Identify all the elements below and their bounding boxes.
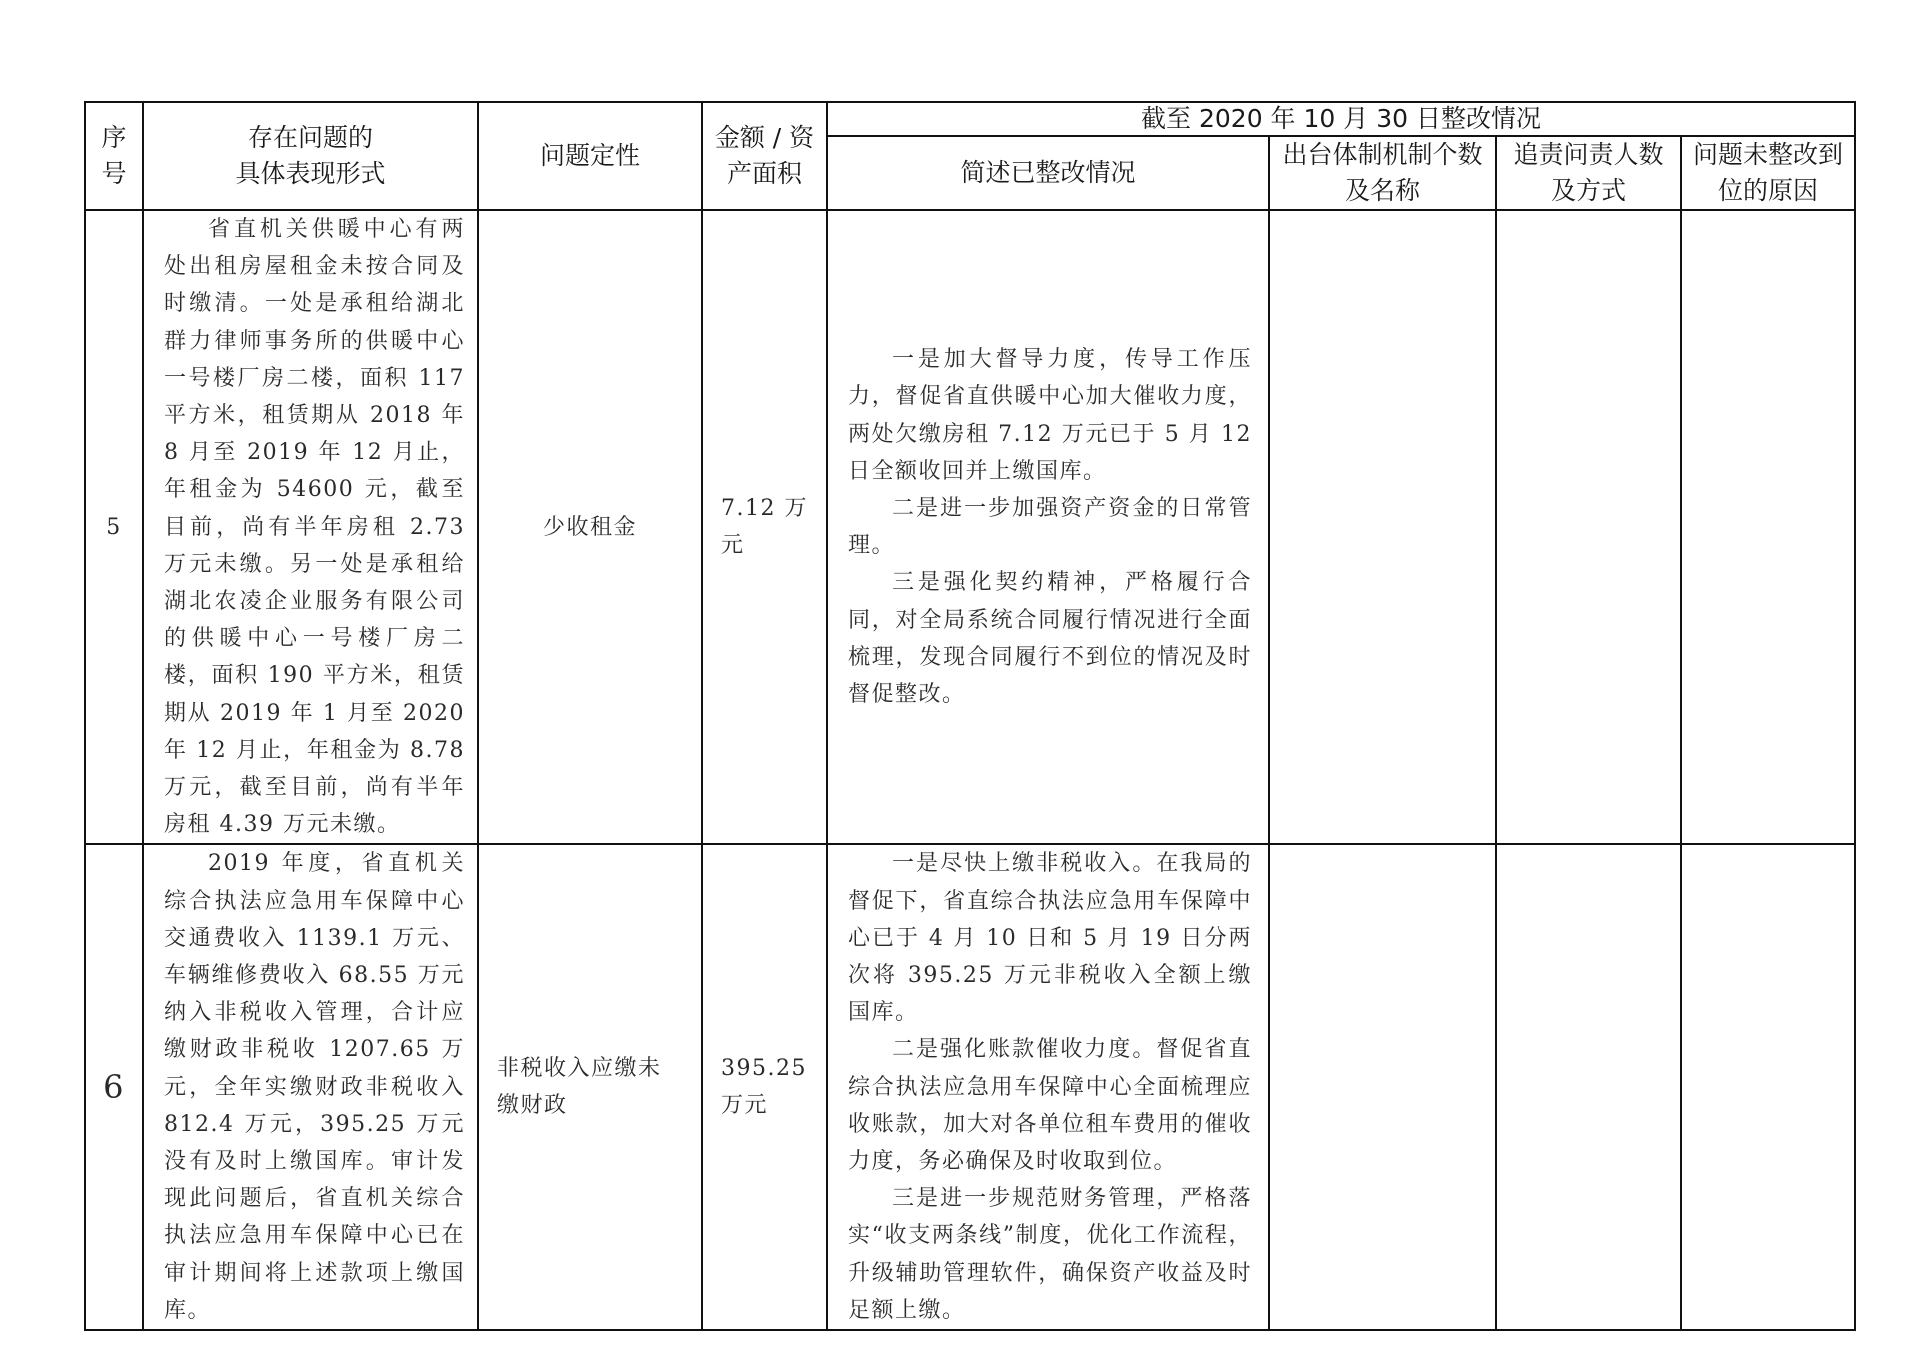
row-summary — [827, 210, 1269, 844]
row-mechanisms — [1269, 210, 1496, 844]
header-nature — [478, 102, 702, 210]
table-row — [85, 210, 1855, 844]
row-seq — [85, 844, 143, 1330]
header-mechanisms-line1: 出台体制机制个数 — [1282, 140, 1483, 169]
header-problem-line2: 具体表现形式 — [235, 159, 386, 188]
row-summary-item: 一是加大督导力度，传导工作压力，督促省直供暖中心加大催收力度，两处欠缴房租 7.12 万元已于 5 月 12 日全额收回并上缴国库。 — [848, 347, 1252, 484]
table-row — [85, 844, 1855, 1330]
row-summary-item: 三是进一步规范财务管理，严格落实“收支两条线”制度，优化工作流程，升级辅助管理软件，确保资产收益及时足额上缴。 — [848, 1186, 1252, 1323]
header-rectification-group — [827, 102, 1855, 136]
row-seq-text: 6 — [103, 1067, 125, 1106]
header-amount-line1: 金额 / 资 — [714, 123, 815, 152]
header-unresolved-reason — [1681, 136, 1855, 210]
row-unresolved-reason — [1681, 844, 1855, 1330]
header-nature-text: 问题定性 — [539, 141, 640, 170]
row-seq — [85, 210, 143, 844]
header-unresolved-reason-line2: 位的原因 — [1717, 176, 1818, 205]
row-accountability — [1496, 844, 1681, 1330]
row-problem-text: 2019 年度，省直机关综合执法应急用车保障中心交通费收入 1139.1 万元、车辆维修费收入 68.55 万元纳入非税收入管理，合计应缴财政非税收 1207.65 万元，全年实缴财政非税收入 812.4 万元，395.25 万元没有及时上缴国库。审计发现此问题后，省直机关综合执法应急用车保障中心已在审计期间将上述款项上缴国库。 — [164, 851, 465, 1323]
header-summary — [827, 136, 1269, 210]
header-amount — [702, 102, 827, 210]
rectification-table — [84, 101, 1856, 1331]
header-mechanisms — [1269, 136, 1496, 210]
row-accountability — [1496, 210, 1681, 844]
header-summary-text: 简述已整改情况 — [960, 158, 1136, 187]
header-unresolved-reason-line1: 问题未整改到 — [1692, 140, 1843, 169]
row-unresolved-reason — [1681, 210, 1855, 844]
row-problem — [143, 844, 478, 1330]
header-accountability-line1: 追责问责人数 — [1513, 140, 1664, 169]
header-mechanisms-line2: 及名称 — [1344, 176, 1420, 205]
header-rectification-group-text: 截至 2020 年 10 月 30 日整改情况 — [1141, 104, 1541, 133]
header-accountability-line2: 及方式 — [1550, 176, 1626, 205]
row-mechanisms — [1269, 844, 1496, 1330]
row-summary-item: 二是进一步加强资产资金的日常管理。 — [848, 496, 1252, 559]
row-seq-text: 5 — [106, 514, 122, 540]
header-problem — [143, 102, 478, 210]
row-amount-text: 7.12 万元 — [721, 496, 808, 559]
row-problem — [143, 210, 478, 844]
row-nature-text: 非税收入应缴未缴财政 — [497, 1056, 662, 1119]
row-summary-item: 二是强化账款催收力度。督促省直综合执法应急用车保障中心全面梳理应收账款，加大对各单位租车费用的催收力度，务必确保及时收取到位。 — [848, 1037, 1252, 1175]
row-amount — [702, 844, 827, 1330]
row-summary-item: 三是强化契约精神，严格履行合同，对全局系统合同履行情况进行全面梳理，发现合同履行不到位的情况及时督促整改。 — [848, 570, 1252, 708]
header-problem-line1: 存在问题的 — [247, 123, 373, 152]
row-amount — [702, 210, 827, 844]
row-nature — [478, 844, 702, 1330]
header-seq — [85, 102, 143, 210]
row-summary — [827, 844, 1269, 1330]
row-amount-text: 395.25 万元 — [721, 1056, 807, 1119]
row-summary-item: 一是尽快上缴非税收入。在我局的督促下，省直综合执法应急用车保障中心已于 4 月 10 日和 5 月 19 日分两次将 395.25 万元非税收入全额上缴国库。 — [848, 851, 1252, 1026]
header-seq-text: 序号 — [101, 123, 127, 188]
row-problem-text: 省直机关供暖中心有两处出租房屋租金未按合同及时缴清。一处是承租给湖北群力律师事务所的供暖中心一号楼厂房二楼，面积 117 平方米，租赁期从 2018 年 8 月至 2019 年 12 月止，年租金为 54600 元，截至目前，尚有半年房租 2.73 万元未缴。另一处是承租给湖北农凌企业服务有限公司的供暖中心一号楼厂房二楼，面积 190 平方米，租赁期从 2019 年 1 月至 2020 年 12 月止，年租金为 8.78 万元，截至目前，尚有半年房租 4.39 万元未缴。 — [164, 217, 465, 838]
row-nature-text: 少收租金 — [542, 514, 637, 540]
header-amount-line2: 产面积 — [726, 159, 802, 188]
row-nature — [478, 210, 702, 844]
header-accountability — [1496, 136, 1681, 210]
